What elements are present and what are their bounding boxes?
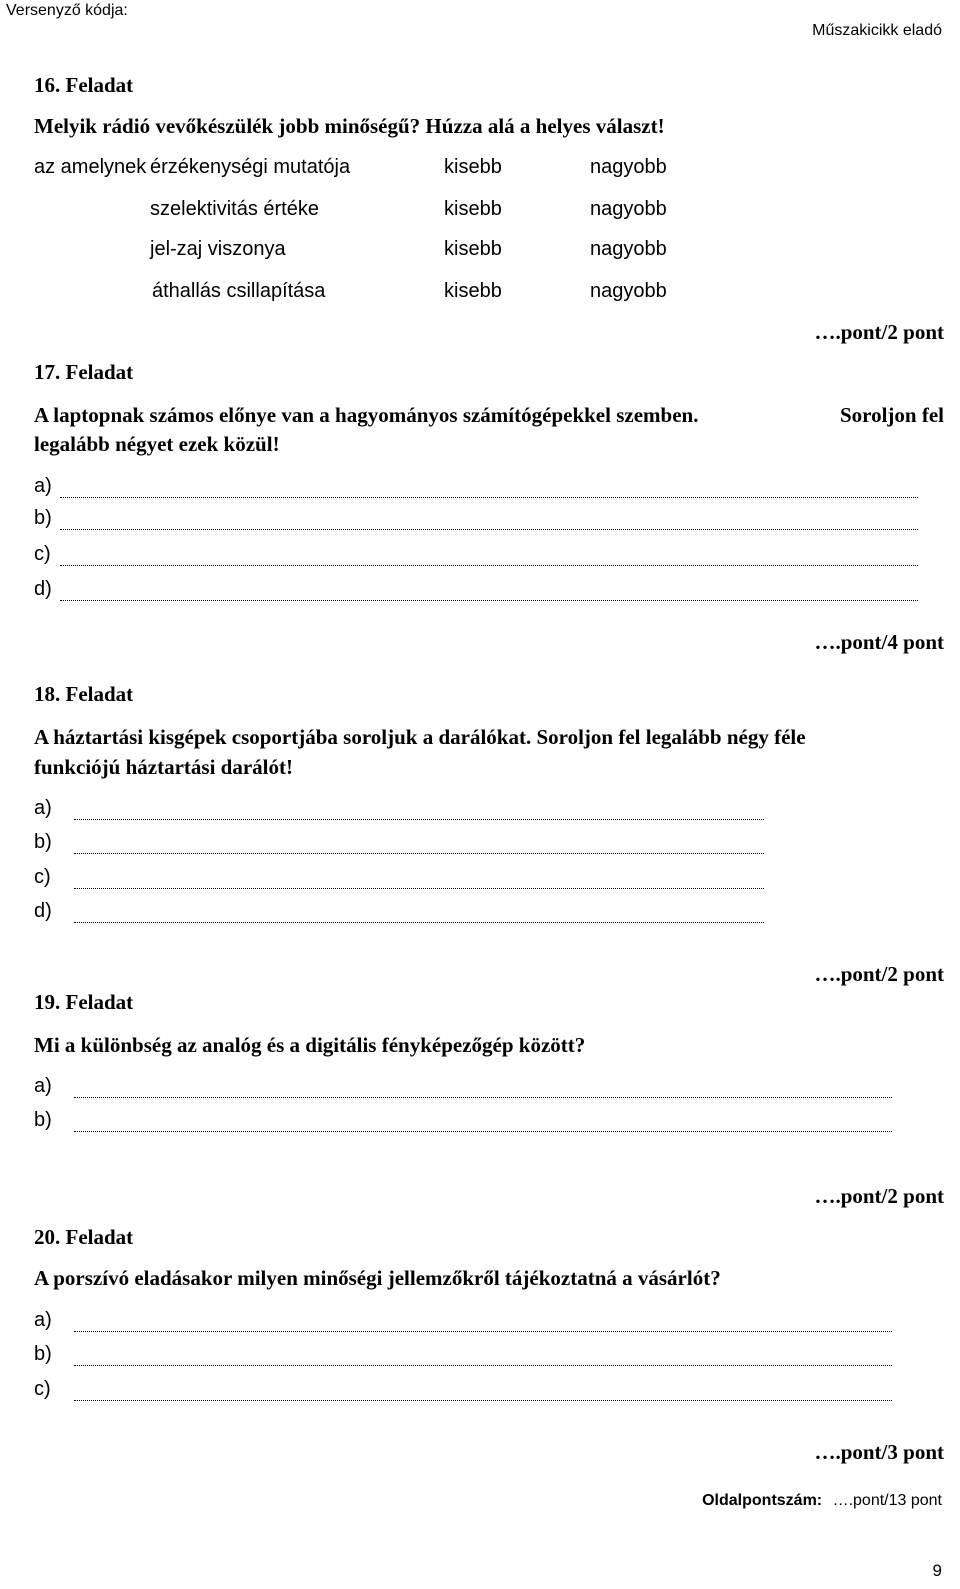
q17-answer-label: b)	[34, 507, 52, 529]
q19-points: ….pont/2 pont	[814, 1184, 944, 1208]
section-title: Műszakicikk eladó	[812, 22, 942, 39]
q17-question-text: A laptopnak számos előnye van a hagyományos számítógépekkel szemben.	[34, 403, 699, 427]
q16-row-label: érzékenységi mutatója	[150, 156, 351, 178]
q20-title: 20. Feladat	[34, 1225, 134, 1249]
q18-answer-a-field[interactable]	[74, 819, 764, 820]
q20-answer-c-field[interactable]	[74, 1400, 892, 1401]
q16-row-label: jel-zaj viszonya	[150, 238, 286, 260]
q18-title: 18. Feladat	[34, 682, 134, 706]
q16-title: 16. Feladat	[34, 73, 134, 97]
q17-title: 17. Feladat	[34, 360, 134, 384]
q17-answer-label: d)	[34, 578, 52, 600]
q20-answer-a-field[interactable]	[74, 1331, 892, 1332]
q17-answer-label: a)	[34, 475, 52, 497]
q16-row-label: áthallás csillapítása	[152, 280, 326, 302]
q18-answer-label: a)	[34, 797, 52, 819]
q16-option-larger[interactable]: nagyobb	[590, 238, 667, 260]
q19-title: 19. Feladat	[34, 990, 134, 1014]
q19-answer-b-field[interactable]	[74, 1131, 892, 1132]
page-score-value: ….pont/13 pont	[832, 1492, 942, 1509]
q16-option-smaller[interactable]: kisebb	[444, 238, 502, 260]
q16-option-larger[interactable]: nagyobb	[590, 280, 667, 302]
q18-answer-label: c)	[34, 866, 51, 888]
page-score	[702, 1492, 942, 1510]
q18-answer-b-field[interactable]	[74, 853, 764, 854]
q17-answer-b-field[interactable]	[60, 529, 918, 530]
q16-lead: az amelynek	[34, 156, 147, 178]
q16-option-smaller[interactable]: kisebb	[444, 156, 502, 178]
q18-answer-d-field[interactable]	[74, 922, 764, 923]
q18-answer-c-field[interactable]	[74, 888, 764, 889]
q17-answer-c-field[interactable]	[60, 565, 918, 566]
q16-option-smaller[interactable]: kisebb	[444, 280, 502, 302]
q16-question	[34, 114, 665, 139]
q20-answer-label: a)	[34, 1309, 52, 1331]
q18-question-line2: funkciójú háztartási darálót!	[34, 755, 293, 779]
q18-question-line1: A háztartási kisgépek csoportjába soroljuk a darálókat. Soroljon fel legalább négy féle	[34, 725, 806, 749]
q17-answer-d-field[interactable]	[60, 600, 918, 601]
q17-answer-a-field[interactable]	[60, 497, 918, 498]
q19-answer-label: b)	[34, 1109, 52, 1131]
q17-question-line2: legalább négyet ezek közül!	[34, 432, 280, 456]
q18-answer-label: d)	[34, 900, 52, 922]
page-score-label: Oldalpontszám:	[702, 1492, 823, 1509]
page-number: 9	[932, 1561, 942, 1580]
q16-row-label: szelektivitás értéke	[150, 198, 319, 220]
q16-option-smaller[interactable]: kisebb	[444, 198, 502, 220]
q20-answer-b-field[interactable]	[74, 1365, 892, 1366]
q17-points: ….pont/4 pont	[814, 630, 944, 654]
q20-answer-label: c)	[34, 1378, 51, 1400]
q17-question-tail: Soroljon fel	[839, 403, 944, 427]
q17-answer-label: c)	[34, 543, 51, 565]
q18-points: ….pont/2 pont	[814, 962, 944, 986]
q16-option-larger[interactable]: nagyobb	[590, 198, 667, 220]
q18-answer-label: b)	[34, 831, 52, 853]
q20-answer-label: b)	[34, 1343, 52, 1365]
q19-answer-a-field[interactable]	[74, 1097, 892, 1098]
q16-points: ….pont/2 pont	[814, 320, 944, 344]
q19-question: Mi a különbség az analóg és a digitális fényképezőgép között?	[34, 1033, 586, 1057]
q17-question-line1	[34, 403, 698, 428]
q20-question: A porszívó eladásakor milyen minőségi jellemzőkről tájékoztatná a vásárlót?	[34, 1266, 721, 1290]
q20-points: ….pont/3 pont	[814, 1440, 944, 1464]
q16-option-larger[interactable]: nagyobb	[590, 156, 667, 178]
q16-question-text: Melyik rádió vevőkészülék jobb minőségű? Húzza alá a helyes választ!	[34, 114, 665, 138]
competitor-code-label: Versenyző kódja:	[6, 2, 128, 19]
q19-answer-label: a)	[34, 1075, 52, 1097]
